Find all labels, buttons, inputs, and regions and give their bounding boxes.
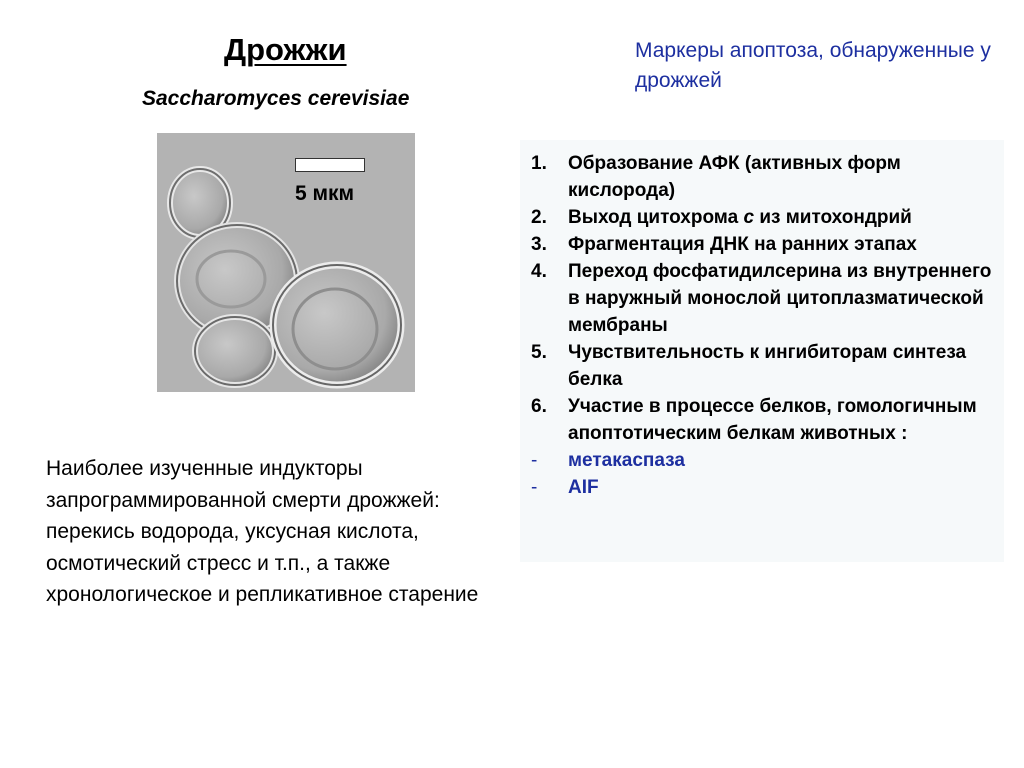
list-item [531,231,996,258]
list-number: 6. [531,396,547,417]
yeast-cells-image [157,133,415,392]
sub-list-text: AIF [568,477,599,498]
list-number: 5. [531,342,547,363]
list-number: 4. [531,261,547,282]
scale-bar [295,158,365,172]
sub-list-item [531,447,996,474]
sub-list-dash: - [531,450,538,471]
sub-list-dash: - [531,477,538,498]
slide-title: Дрожжи [224,32,347,67]
list-text: Образование АФК (активных форм кислорода) [568,153,901,201]
list-text-part: из митохондрий [754,207,912,228]
list-item [531,204,996,231]
markers-heading: Маркеры апоптоза, обнаруженные у дрожжей [635,39,991,92]
sub-list-text: метакаспаза [568,450,685,471]
list-number: 1. [531,153,547,174]
list-text [568,204,996,231]
markers-list [520,140,1004,562]
list-item [531,258,996,339]
list-text: Фрагментация ДНК на ранних этапах [568,234,917,255]
list-number: 2. [531,207,547,228]
list-text: Чувствительность к ингибиторам синтеза белка [568,342,967,390]
yeast-micrograph [157,133,415,392]
sub-list-item [531,474,996,501]
species-name: Saccharomyces cerevisiae [142,87,410,110]
list-text: Переход фосфатидилсерина из внутреннего в наружный монослой цитоплазматической мембраны [568,261,992,336]
list-item [531,150,996,204]
list-number: 3. [531,234,547,255]
scale-label: 5 мкм [295,182,355,205]
list-text-italic: с [743,207,755,228]
list-item [531,393,996,447]
list-text: Участие в процессе белков, гомологичным апоптотическим белкам животных : [568,396,977,444]
inducers-paragraph: Наиболее изученные индукторы запрограммированной смерти дрожжей: перекись водорода, уксусная кислота, осмотический стресс и т.п., а также хронологическое и репликативное старение [46,457,479,606]
list-text-part: Выход цитохрома [568,207,744,228]
list-item [531,339,996,393]
